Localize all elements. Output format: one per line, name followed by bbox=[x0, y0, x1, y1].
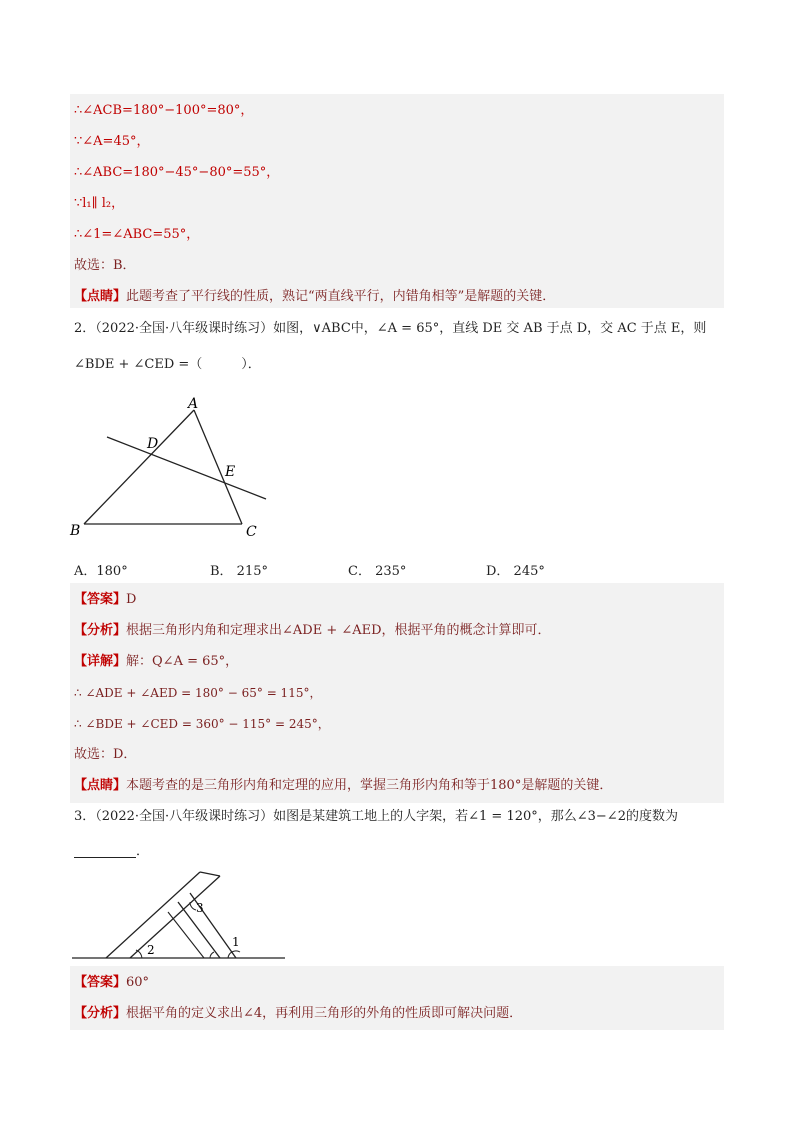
option-b[interactable]: B． 215° bbox=[210, 564, 268, 579]
q2-answer bbox=[74, 590, 136, 610]
analysis-text: 根据平角的定义求出∠4，再利用三角形的外角的性质即可解决问题． bbox=[126, 1006, 523, 1021]
q2-stem-line1: 2．（2022·全国·八年级课时练习）如图，∨ABC中，∠A = 65°，直线 DE 交 AB 于点 D，交 AC 于点 E，则 bbox=[74, 321, 707, 336]
prev-step-4: ∵l₁∥ l₂， bbox=[74, 196, 125, 211]
prev-comment bbox=[74, 287, 555, 307]
label-e: E bbox=[225, 464, 236, 480]
prev-step-2: ∵∠A=45°， bbox=[74, 134, 150, 149]
option-c[interactable]: C． 235° bbox=[348, 564, 407, 579]
side-ab bbox=[84, 410, 194, 524]
line-de bbox=[107, 437, 266, 499]
label-angle-1: 1 bbox=[232, 935, 240, 949]
analysis-tag: 【分析】 bbox=[74, 623, 127, 638]
label-angle-2: 2 bbox=[147, 943, 155, 957]
q2-stem-line2: ∠BDE + ∠CED =（ ）． bbox=[74, 357, 261, 372]
label-b: B bbox=[70, 523, 81, 539]
label-d: D bbox=[147, 436, 159, 452]
q3-stem-line2 bbox=[74, 842, 149, 862]
q3-analysis bbox=[74, 1004, 522, 1024]
q3-answer bbox=[74, 973, 149, 993]
answer-text: 60° bbox=[126, 975, 150, 990]
label-c: C bbox=[246, 524, 257, 540]
label-a: A bbox=[188, 396, 199, 412]
angle-4-arc bbox=[210, 952, 214, 958]
answer-tag: 【答案】 bbox=[74, 592, 127, 607]
prev-step-3: ∴∠ABC=180°−45°−80°=55°， bbox=[74, 165, 280, 180]
q2-choice: 故选：D． bbox=[74, 747, 137, 762]
q2-step-1: ∴ ∠ADE + ∠AED = 180° − 65° = 115°， bbox=[74, 686, 322, 700]
detail-text: 解：Q∠A = 65°， bbox=[126, 654, 239, 669]
label-angle-3: 3 bbox=[196, 901, 204, 915]
prev-step-5: ∴∠1=∠ABC=55°， bbox=[74, 227, 200, 242]
stem-suffix: ． bbox=[136, 844, 150, 859]
answer-text: D bbox=[126, 592, 137, 607]
q3-ladder-figure bbox=[70, 868, 300, 963]
detail-tag: 【详解】 bbox=[74, 654, 127, 669]
answer-blank[interactable] bbox=[74, 843, 136, 858]
option-a[interactable]: A．180° bbox=[74, 564, 128, 579]
answer-tag: 【答案】 bbox=[74, 975, 127, 990]
q2-step-2: ∴ ∠BDE + ∠CED = 360° − 115° = 245°， bbox=[74, 717, 330, 731]
comment-text: 此题考查了平行线的性质，熟记“两直线平行，内错角相等”是解题的关键． bbox=[126, 289, 556, 304]
option-d[interactable]: D． 245° bbox=[486, 564, 545, 579]
q2-analysis bbox=[74, 621, 551, 641]
q2-detail bbox=[74, 652, 238, 672]
q2-comment bbox=[74, 776, 612, 796]
comment-tag: 【点睛】 bbox=[74, 778, 127, 793]
analysis-tag: 【分析】 bbox=[74, 1006, 127, 1021]
comment-text: 本题考查的是三角形内角和定理的应用，掌握三角形内角和等于180°是解题的关键． bbox=[126, 778, 613, 793]
prev-choice: 故选：B． bbox=[74, 258, 136, 273]
q3-stem-line1: 3．（2022·全国·八年级课时练习）如图是某建筑工地上的人字架，若∠1 = 120°，那么∠3−∠2的度数为 bbox=[74, 809, 678, 824]
plank-top bbox=[200, 872, 220, 876]
q2-triangle-figure bbox=[60, 390, 280, 550]
inner-brace bbox=[168, 912, 204, 958]
comment-tag: 【点睛】 bbox=[74, 289, 127, 304]
prev-solution-band bbox=[70, 94, 724, 308]
prev-step-1: ∴∠ACB=180°−100°=80°， bbox=[74, 103, 254, 118]
analysis-text: 根据三角形内角和定理求出∠ADE + ∠AED，根据平角的概念计算即可． bbox=[126, 623, 551, 638]
